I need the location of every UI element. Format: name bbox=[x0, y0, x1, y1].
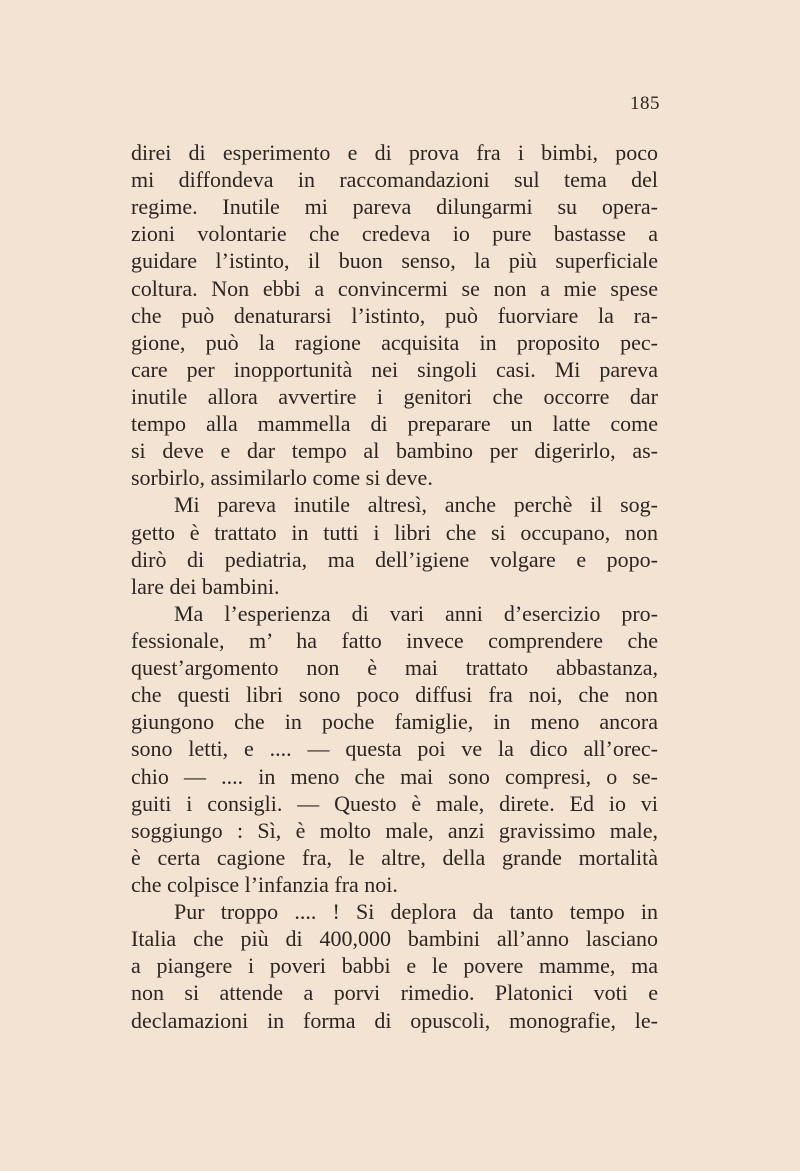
page-number: 185 bbox=[630, 93, 660, 114]
paragraph bbox=[131, 491, 658, 599]
body-text bbox=[131, 139, 658, 1034]
text-line: Italia che più di 400,000 bambini all’anno lasciano bbox=[131, 926, 658, 952]
text-line: declamazioni in forma di opuscoli, monografie, le- bbox=[131, 1007, 658, 1033]
text-line: tempo alla mammella di preparare un latte come bbox=[131, 411, 658, 437]
text-line: Mi pareva inutile altresì, anche perchè il sog- bbox=[174, 492, 658, 518]
text-line: guidare l’istinto, il buon senso, la più superficiale bbox=[131, 248, 658, 274]
text-line: soggiungo : Sì, è molto male, anzi gravissimo male, bbox=[131, 817, 658, 843]
text-line: care per inopportunità nei singoli casi. Mi pareva bbox=[131, 356, 658, 382]
text-line: si deve e dar tempo al bambino per digerirlo, as- bbox=[131, 438, 658, 464]
paragraph bbox=[131, 600, 658, 898]
text-line: guiti i consigli. — Questo è male, direte. Ed io vi bbox=[131, 790, 658, 816]
paragraph bbox=[131, 898, 658, 1034]
text-line: che colpisce l’infanzia fra noi. bbox=[131, 871, 398, 897]
text-line: sono letti, e .... — questa poi ve la dico all’orec- bbox=[131, 736, 658, 762]
text-line: zioni volontarie che credeva io pure bastasse a bbox=[131, 221, 658, 247]
text-line: che può denaturarsi l’istinto, può fuorviare la ra- bbox=[131, 302, 658, 328]
text-line: giungono che in poche famiglie, in meno ancora bbox=[131, 709, 658, 735]
text-line: Pur troppo .... ! Si deplora da tanto tempo in bbox=[174, 899, 658, 925]
text-line: gione, può la ragione acquisita in proposito pec- bbox=[131, 329, 658, 355]
text-line: sorbirlo, assimilarlo come si deve. bbox=[131, 465, 433, 491]
text-line: inutile allora avvertire i genitori che occorre dar bbox=[131, 383, 658, 409]
text-line: fessionale, m’ ha fatto invece comprendere che bbox=[131, 627, 658, 653]
text-line: che questi libri sono poco diffusi fra noi, che non bbox=[131, 682, 658, 708]
paragraph bbox=[131, 139, 658, 491]
text-line: non si attende a porvi rimedio. Platonici voti e bbox=[131, 980, 658, 1006]
text-line: regime. Inutile mi pareva dilungarmi su opera- bbox=[131, 194, 658, 220]
text-line: Ma l’esperienza di vari anni d’esercizio pro- bbox=[174, 600, 658, 626]
text-line: chio — .... in meno che mai sono compresi, o se- bbox=[131, 763, 658, 789]
text-line: getto è trattato in tutti i libri che si occupano, non bbox=[131, 519, 658, 545]
text-line: direi di esperimento e di prova fra i bimbi, poco bbox=[131, 140, 658, 165]
text-line: a piangere i poveri babbi e le povere mamme, ma bbox=[131, 953, 658, 979]
text-line: è certa cagione fra, le altre, della grande mortalità bbox=[131, 844, 658, 870]
text-line: lare dei bambini. bbox=[131, 573, 280, 599]
text-line: coltura. Non ebbi a convincermi se non a mie spese bbox=[131, 275, 658, 301]
text-line: dirò di pediatria, ma dell’igiene volgare e popo- bbox=[131, 546, 658, 572]
text-line: mi diffondeva in raccomandazioni sul tema del bbox=[131, 167, 658, 193]
text-line: quest’argomento non è mai trattato abbastanza, bbox=[131, 655, 658, 681]
